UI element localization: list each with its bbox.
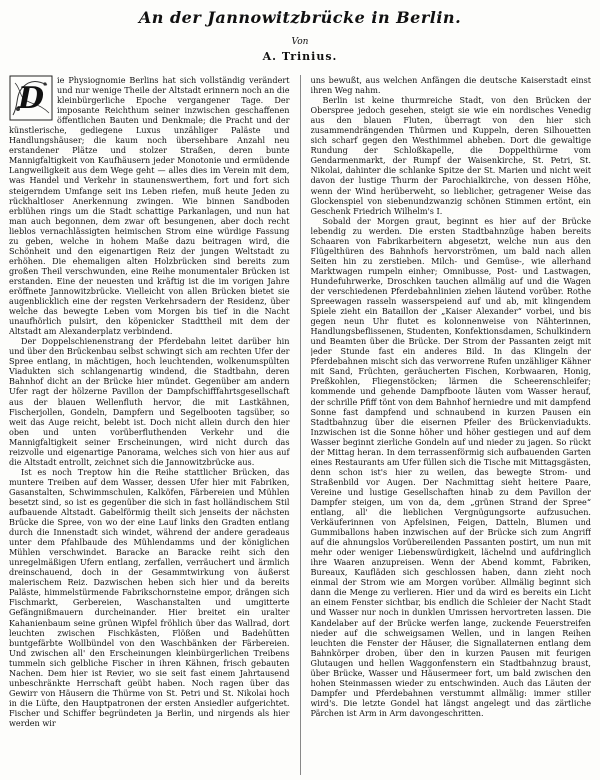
paragraph: Berlin ist keine thurmreiche Stadt, von den Brücken der Oberspree jedoch gesehen, steigt sie wie ein nordisches Venedig aus den blauen Fluten, überragt von den hier sich zusammendrängenden Thürmen und Kuppeln, deren Silhouetten sich scharf gegen den Westhimmel abheben. Dort die gewaltige Rundung der Schloßkapelle, die Doppelthürme vom Gendarmenmarkt, der Rumpf der Waisenkirche, St. Petri, St. Nikolai, dahinter die schlanke Spitze der St. Marien und nicht weit davon der lustige Thurm der Parochialkirche, von dessen Höhe, wenn der Wind herüberweht, so lieblicher, getragener Weise das Glockenspiel von siebenundzwanzig schönen Stimmen ertönt, ein Geschenk Friedrich Wilhelm's I. bbox=[310, 95, 591, 216]
paragraph: Sobald der Morgen graut, beginnt es hier auf der Brücke lebendig zu werden. Die ersten Stadtbahnzüge haben bereits Schaaren von Fabrikarbeitern abgesetzt, welche nun aus den Flügelthüren des Bahnhofs hervorströmen, um bald nach allen Seiten hin zu zerstieben. Milch- und Gemüse-, wie allerhand Marktwagen rumpeln einher; Omnibusse, Post- und Lastwagen, Hundefuhrwerke, Droschken tauchen allmälig auf und die Wagen der verschiedenen Pferdebahnlinien ziehen läutend vorüber. Rothe Spreewagen rasseln wasserspeiend auf und ab, mit klingendem Spiele zieht ein Bataillon der „Kaiser Alexander“ vorbei, und bis gegen neun Uhr flutet es kolonnenweise von Nähterinnen, Handlungsbeflissenen, Studenten, Konfektionsdamen, Schulkindern und Beamten über die Brücke. Der Strom der Passanten zeigt mit jeder Stunde fast ein anderes Bild. In das Klingeln der Pferdebahnen mischt sich das verworrene Rufen unzähliger Kähner mit Sand, Früchten, geräucherten Fischen, Korbwaaren, Honig, Preßkohlen, Fliegenstöcken; lärmen die Scheerenschleifer; kommende und gehende Dampfboote läuten vom Wasser herauf, der schrille Pfiff tönt von dem Bahnhof herniedre und mit dampfend Sonne fast dampfend und schnaubend in kurzen Pausen ein Stadtbahnzug über die eisernen Pfeiler des Brückenviadukts. Inzwischen ist die Sonne höher und höher gestiegen und auf dem Wasser beginnt zierliche Gondeln auf und nieder zu jagen. So rückt der Mittag heran. In dem terrassenförmig sich aufbauenden Garten eines Restaurants am Ufer füllen sich die Tische mit Mittagsgästen, denn schon ist's hier zu weilen, das bewegte Strom- und Straßenbild vor Augen. Der Nachmittag sieht heitere Paare, Vereine und lustige Gesellschaften hinab zu dem Pavillon der Dampfer steigen, um von da, dem „grünen Strand der Spree“ entlang, all' die lieblichen Vergnügungsorte aufzusuchen. Verkäuferinnen von Apfelsinen, Feigen, Datteln, Blumen und Gummiballons haben inzwischen auf der Brücke sich zum Angriff auf die ahnungslos Vorübereilenden Passanten postirt, um nun mit mehr oder weniger Liebenswürdigkeit, lächelnd und aufdringlich ihre Waaren anzupreisen. Wenn der Abend kommt, Fabriken, Bureaux, Kaufläden sich geschlossen haben, dann zieht noch einmal der Strom wie am Morgen vorüber. Allmälig beginnt sich dann die Menge zu verlieren. Hier und da wird es bereits ein Licht an einem Fenster sichtbar, bis endlich die Schleier der Nacht Stadt und Wasser nur noch in dunklen Umrissen hervortreten lassen. Die Kandelaber auf der Brücke werfen lange, zuckende Feuerstreifen nieder auf die schweigsamen Wellen, und in langen Reihen leuchten die Fenster der Häuser, die Signallaternen entlang dem Bahnkörper droben, über den in kurzen Pausen mit feurigen Glutaugen und hellen Waggonfenstern ein Stadtbahnzug braust, über Brücke, Wasser und Häusermeer fort, um bald zwischen den hohen Steinmassen wieder zu entschwinden. Auch das Läuten der Dampfer und Pferdebahnen verstummt allmälig: immer stiller wird's. Die letzte Gondel hat längst angelegt und das zärtliche Pärchen ist Arm in Arm davongeschritten. bbox=[310, 215, 591, 718]
paragraph: uns bewußt, aus welchen Anfängen die deutsche Kaiserstadt einst ihren Weg nahm. bbox=[310, 75, 591, 96]
author-name: A. Trinius. bbox=[262, 50, 338, 63]
paragraph: ie Physiognomie Berlins hat sich vollständig verändert und nur wenige Theile der Altstadt erinnern noch an die kleinbürgerliche Epoche vergangener Tage. Der imposante Reichthum seiner inzwischen geschaffenen öffentlichen Bauten und Denkmale; die Pracht und der künstlerische, gediegene Luxus unzähliger Paläste und Handlungshäuser; die kaum noch übersehbare Anzahl neu erstandener Plätze und stolzer Straßen, deren bunte Mannigfaltigkeit von Kaufhäusern jeder Monotonie und ermüdende Langweiligkeit aus dem Wege geht — alles dies im Verein mit dem, was Handel und Verkehr in staunenswerthem, fort und fort sich steigerndem Umfange seit ins Leben riefen, muß heute Jeden zu rückhaltloser Anerkennung zwingen. Wie binnen Sandboden erblühen rings um die Stadt schattige Parkanlagen, und nun hat man auch begonnen, dem zwar oft besungenen, aber doch recht lieblos vernachlässigten heimischen Strom eine würdige Fassung zu geben, welche in hohem Maße dazu beitragen wird, die Schönheit und den eigenartigen Reiz der jungen Weltstadt zu erhöhen. Die ehemaligen alten Holzbrücken sind bereits zum großen Theil verschwunden, eine Reihe monumentaler Brücken ist erstanden. Eine der neuesten und kräftig ist die im vorigen Jahre eröffnete Jannowitzbrücke. Vielleicht von allen Brücken bietet sie augenblicklich eine der regsten Verkehrsadern der Residenz, über welche das bewegte Leben vom Morgen bis tief in die Nacht unaufhörlich pulsirt, den köpenicker Stadttheil mit dem der Altstadt am Alexanderplatz verbindend. bbox=[9, 75, 290, 337]
column-divider bbox=[300, 75, 301, 775]
column-right bbox=[311, 75, 592, 775]
column-left bbox=[9, 75, 290, 775]
article-title: An der Jannowitzbrücke in Berlin. bbox=[138, 8, 462, 27]
ornamental-initial bbox=[9, 75, 53, 121]
byline: Von bbox=[291, 37, 309, 47]
paragraph: Der Doppelschienenstrang der Pferdebahn leitet darüber hin und über den Brückenbau selbst schwingt sich am rechten Ufer der Spree entlang, in mächtigen, hoch leuchtenden, wolkenumspülten Viadukten sich schlangenartig windend, die Stadtbahn, deren Bahnhof dicht an der Brücke hier mündet. Gegenüber am andern Ufer ragt der hölzerne Pavillon der Dampfschifffahrtsgesellschaft aus der blauen Wellenfluth hervor, die mit Lastkähnen, Fischerjollen, Gondeln, Dampfern und Segelbooten tagsüber, so weit das Auge reicht, belebt ist. Doch nicht allein durch den hier oben und unten vorüberfluthenden Verkehr und die Mannigfaltigkeit seiner Erscheinungen, wird nicht durch das reizvolle und eigenartige Panorama, welches sich von hier aus auf die Altstadt entrollt, zeichnet sich die Jannowitzbrücke aus. bbox=[9, 336, 290, 467]
article-body bbox=[9, 75, 591, 775]
dropcap-letter: D bbox=[17, 81, 45, 116]
paragraph: Ist es noch Treptow hin die Reihe stattlicher Brücken, das muntere Treiben auf dem Wasser, dessen Ufer hier mit Fabriken, Gasanstalten, Schwimmschulen, Kalköfen, Färbereien und Mühlen besetzt sind, so ist es gegenüber die sich in fast holländischem Stil aufbauende Altstadt. Gabelförmig theilt sich jenseits der nächsten Brücke die Spree, von wo der eine Lauf links den Gradten entlang durch die Innenstadt sich windet, während der andere geradeaus unter dem Pfahlbaude des Mühlendamms und der königlichen Mühlen verschwindet. Baracke an Baracke reiht sich den unregelmäßigen Ufern entlang, zerfallen, verräuchert und ärmlich dreinschauend, doch in der Gesammtwirkung von äußerst malerischem Reiz. Dazwischen heben sich hier und da bereits Paläste, himmelstürmende Fabrikschornsteine empor, drängen sich Fischmarkt, Gerbereien, Waschanstalten und umgitterte Gefängnißmauern durcheinander. Hier breitet ein uralter Kahanienbaum seine grünen Wipfel fröhlich über das Wallrad, dort leuchten zwischen Fischkästen, Flößen und Badehütten buntgefärbte Wollbündel von den Waschbänken der Färbereien. Und zwischen all' den Erscheinungen kleinbürgerlichen Treibens tummeln sich gelbliche Fischer in ihren Kähnen, frisch gebauten Nachen. Dem hier ist Revier, wo sie seit fast einem Jahrtausend unbeschränkte Herrschaft geübt haben. Noch ragen über das Gewirr von Häusern die Thürme von St. Petri und St. Nikolai hoch in die Lüfte, den Hauptpatronen der ersten Ansiedler aufgerichtet. Fischer und Schiffer begründeten ja Berlin, und nirgends als hier werden wir bbox=[9, 466, 290, 728]
